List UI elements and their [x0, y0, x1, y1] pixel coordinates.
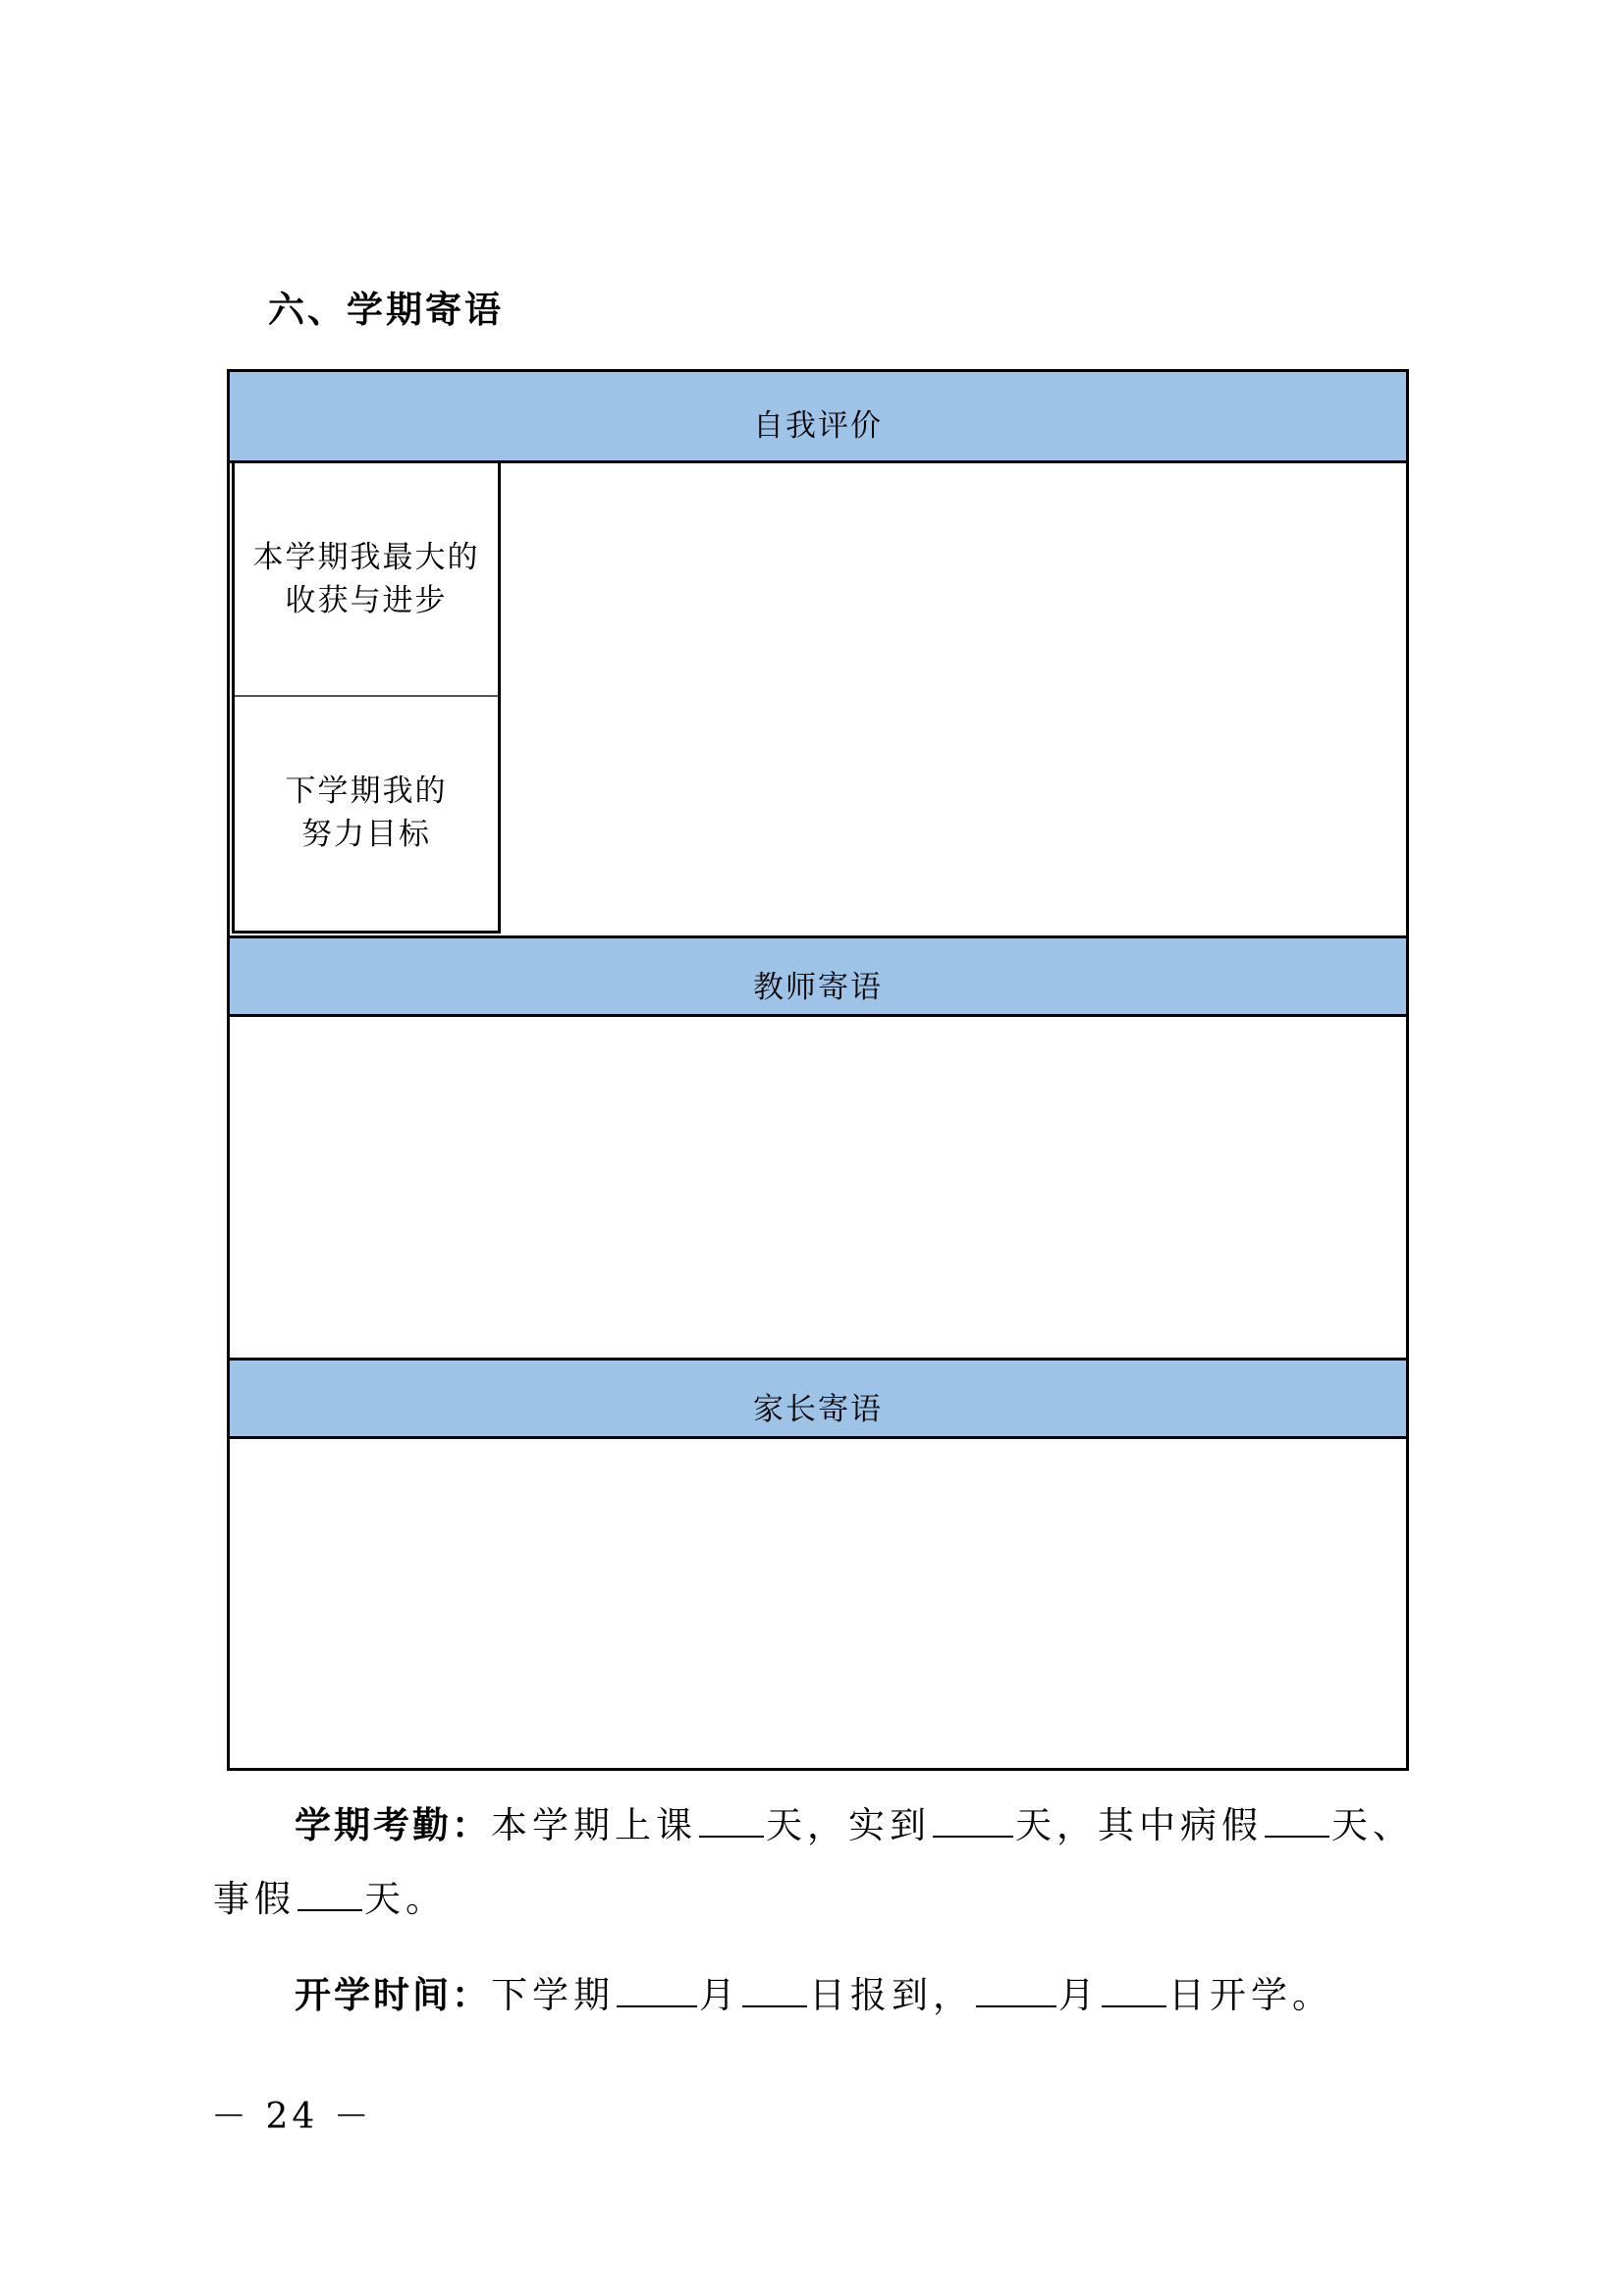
- attendance-text-1: 本学期上课: [491, 1804, 697, 1846]
- attendance-text-5: 事假: [213, 1878, 296, 1920]
- report-month-blank[interactable]: [617, 1976, 697, 2007]
- school-start-text-5: 日开学。: [1168, 1974, 1333, 2016]
- teacher-message-writing-area[interactable]: [230, 1017, 1406, 1355]
- goals-label-cell: [235, 696, 498, 930]
- school-start-lead: 开学时间：: [295, 1974, 491, 2016]
- semester-message-form: [227, 369, 1409, 1771]
- school-start-text-1: 下学期: [491, 1974, 615, 2016]
- school-start-text-3: 日报到，: [809, 1974, 974, 2016]
- attendance-line: [295, 1796, 1414, 1855]
- school-start-line: [295, 1966, 1333, 2025]
- attendance-text-2: 天，实到: [766, 1804, 931, 1846]
- school-start-text-2: 月: [699, 1974, 740, 2016]
- goals-label-line1: 下学期我的: [285, 774, 448, 809]
- parent-message-header: 家长寄语: [230, 1358, 1406, 1439]
- self-evaluation-labels: [232, 463, 501, 934]
- start-month-blank[interactable]: [976, 1976, 1056, 2007]
- attendance-text-4: 天、: [1331, 1804, 1414, 1846]
- report-day-blank[interactable]: [742, 1976, 807, 2007]
- gains-label-cell: [235, 463, 498, 697]
- start-day-blank[interactable]: [1102, 1976, 1166, 2007]
- attendance-text-3: 天，其中病假: [1015, 1804, 1263, 1846]
- goals-label-line2: 努力目标: [301, 817, 431, 852]
- present-days-blank[interactable]: [933, 1806, 1013, 1838]
- attendance-line-continued: [213, 1870, 447, 1929]
- gains-label-line1: 本学期我最大的: [252, 540, 480, 575]
- sick-leave-days-blank[interactable]: [1265, 1806, 1329, 1838]
- self-evaluation-writing-area[interactable]: [503, 463, 1406, 933]
- school-start-text-4: 月: [1058, 1974, 1100, 2016]
- attendance-lead: 学期考勤：: [295, 1804, 491, 1846]
- gains-label-line2: 收获与进步: [285, 583, 448, 618]
- self-evaluation-header: 自我评价: [230, 372, 1406, 463]
- personal-leave-days-blank[interactable]: [298, 1880, 362, 1911]
- section-heading: 六、学期寄语: [268, 289, 504, 331]
- parent-message-writing-area[interactable]: [230, 1439, 1406, 1768]
- page-number: － 24 －: [211, 2097, 373, 2137]
- teacher-message-header: 教师寄语: [230, 935, 1406, 1017]
- class-days-blank[interactable]: [699, 1806, 764, 1838]
- attendance-text-6: 天。: [364, 1878, 447, 1920]
